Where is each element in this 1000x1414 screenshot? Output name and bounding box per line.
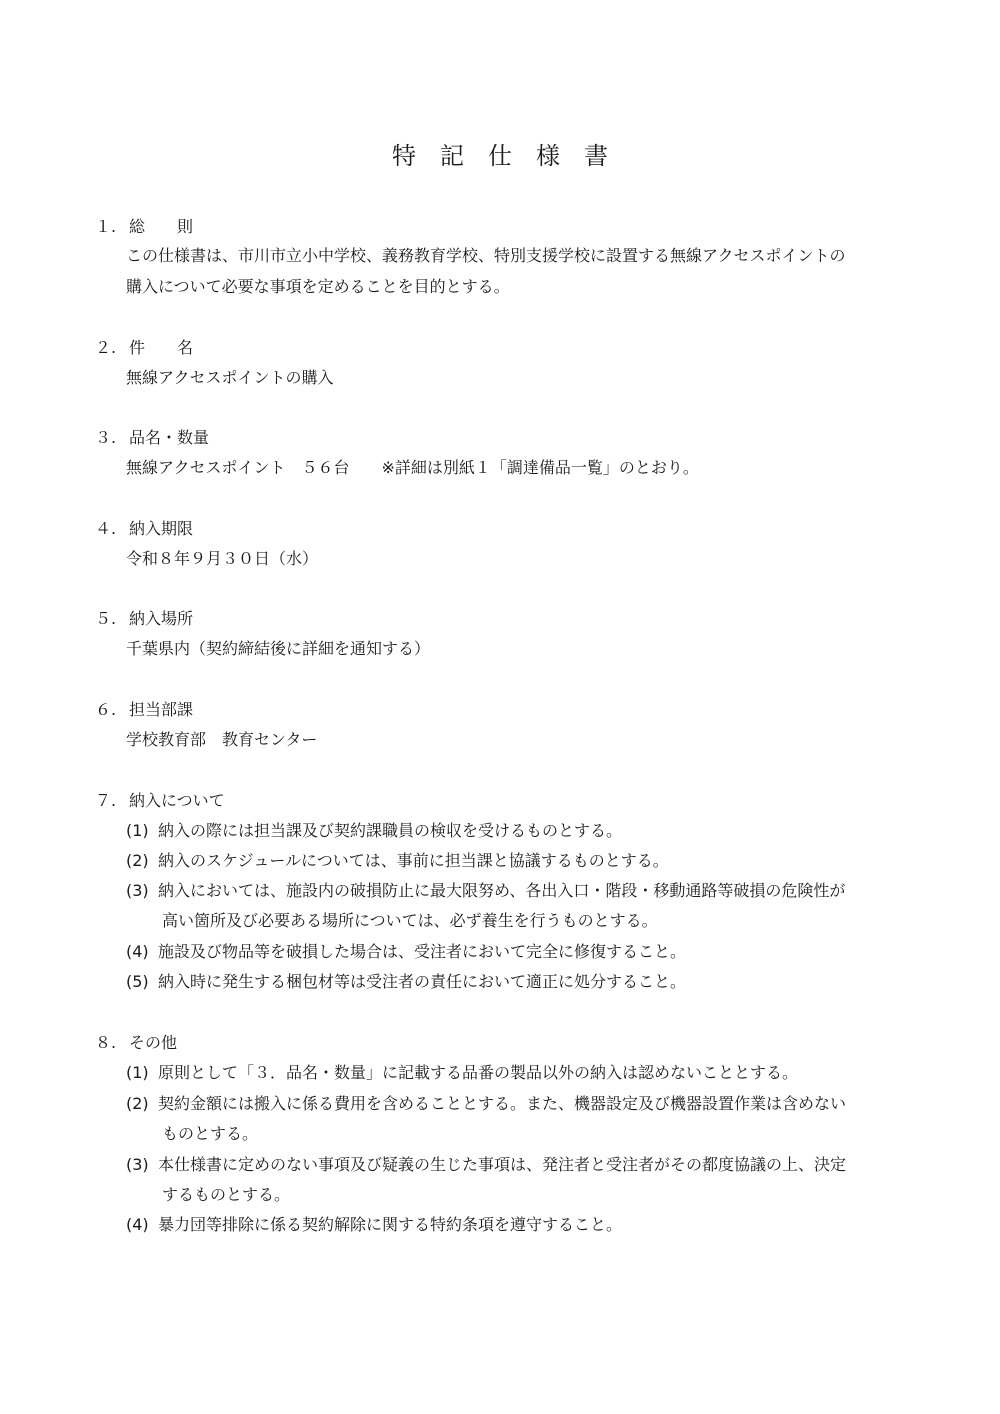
- section-title: 納入について: [129, 791, 225, 810]
- section-title: 納入期限: [129, 519, 194, 538]
- section-number: ５.: [95, 609, 117, 628]
- section-5-text-line: 千葉県内（契約締結後に詳細を通知する）: [126, 639, 431, 658]
- list-item: [126, 1214, 926, 1236]
- item-number: (1): [126, 821, 149, 840]
- section-number: ６.: [95, 700, 117, 719]
- section-1-text-line: この仕様書は、市川市立小中学校、義務教育学校、特別支援学校に設置する無線アクセスポイントの: [126, 246, 846, 265]
- section-4-text-line: 令和８年９月３０日（水）: [126, 549, 319, 568]
- item-text: 納入時に発生する梱包材等は受注者の責任において適正に処分すること。: [158, 972, 687, 991]
- section-number: ２.: [95, 338, 117, 357]
- section-3-heading: [95, 427, 209, 449]
- section-title: 件 名: [129, 338, 194, 357]
- list-item: [126, 850, 926, 872]
- section-7-heading: [95, 790, 225, 812]
- item-text: 納入においては、施設内の破損防止に最大限努め、各出入口・階段・移動通路等破損の危険性が: [158, 881, 846, 900]
- section-number: ４.: [95, 519, 117, 538]
- list-item: [126, 1062, 926, 1084]
- section-title: その他: [129, 1033, 178, 1052]
- section-8-heading: [95, 1032, 177, 1054]
- item-continuation: するものとする。: [162, 1185, 291, 1204]
- item-text: 原則として「３．品名・数量」に記載する品番の製品以外の納入は認めないこととする。: [158, 1063, 799, 1082]
- list-item: [126, 820, 926, 842]
- section-title: 担当部課: [129, 700, 194, 719]
- item-text: 契約金額には搬入に係る費用を含めることとする。また、機器設定及び機器設置作業は含めない: [158, 1094, 847, 1113]
- section-title: 納入場所: [129, 609, 194, 628]
- section-3-text-line: 無線アクセスポイント ５６台 ※詳細は別紙１「調達備品一覧」のとおり。: [126, 458, 699, 477]
- section-number: ８.: [95, 1033, 117, 1052]
- item-number: (3): [126, 881, 149, 900]
- section-title: 総 則: [129, 217, 194, 236]
- section-6-text-line: 学校教育部 教育センター: [126, 730, 318, 749]
- section-5-heading: [95, 608, 193, 630]
- section-4-heading: [95, 518, 193, 540]
- item-number: (3): [126, 1155, 149, 1174]
- item-number: (2): [126, 851, 149, 870]
- item-text: 納入の際には担当課及び契約課職員の検収を受けるものとする。: [158, 821, 623, 840]
- item-number: (4): [126, 942, 149, 961]
- item-number: (2): [126, 1094, 149, 1113]
- section-6-heading: [95, 699, 193, 721]
- item-number: (1): [126, 1063, 149, 1082]
- section-number: １.: [95, 217, 117, 236]
- page-title: 特 記 仕 様 書: [392, 142, 608, 170]
- section-number: ３.: [95, 428, 117, 447]
- section-1-heading: [95, 216, 193, 238]
- item-continuation: ものとする。: [162, 1124, 259, 1143]
- item-text: 本仕様書に定めのない事項及び疑義の生じた事項は、発注者と受注者がその都度協議の上、決定: [158, 1155, 847, 1174]
- list-item: [126, 1093, 926, 1115]
- list-item: [126, 1154, 926, 1176]
- section-title: 品名・数量: [129, 428, 210, 447]
- list-item: [126, 880, 926, 902]
- item-text: 納入のスケジュールについては、事前に担当課と協議するものとする。: [158, 851, 669, 870]
- item-continuation: 高い箇所及び必要ある場所については、必ず養生を行うものとする。: [162, 911, 658, 930]
- section-2-heading: [95, 337, 193, 359]
- item-text: 暴力団等排除に係る契約解除に関する特約条項を遵守すること。: [158, 1215, 623, 1234]
- section-1-text-line: 購入について必要な事項を定めることを目的とする。: [126, 277, 510, 296]
- item-number: (5): [126, 972, 149, 991]
- section-number: ７.: [95, 791, 117, 810]
- item-text: 施設及び物品等を破損した場合は、受注者において完全に修復すること。: [158, 942, 687, 961]
- section-2-text-line: 無線アクセスポイントの購入: [126, 368, 334, 387]
- item-number: (4): [126, 1215, 149, 1234]
- list-item: [126, 971, 926, 993]
- list-item: [126, 941, 926, 963]
